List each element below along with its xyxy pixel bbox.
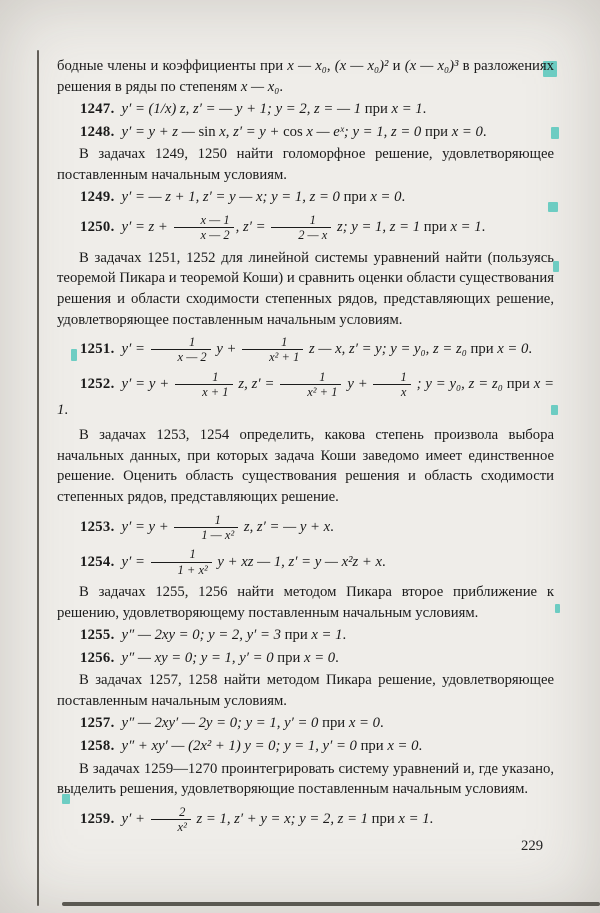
- math-run: x — x₀: [287, 58, 327, 74]
- text-run: бодные члены и коэффициенты при: [57, 58, 288, 74]
- text-run: .: [330, 518, 334, 535]
- problem-1252: [57, 370, 554, 420]
- fraction: [174, 513, 238, 543]
- problem-number: 1251.: [80, 341, 115, 358]
- text-run: .: [379, 715, 384, 732]
- paragraph-instructions-1251-1252: [57, 248, 554, 330]
- math-run: y′ =: [121, 553, 149, 570]
- problem-text: [122, 715, 384, 731]
- paragraph-continuation: [57, 56, 554, 97]
- math-run: y″ + xy′ — (2x² + 1) y = 0; y = 1, y′ = 0: [121, 738, 357, 755]
- text-run: при: [356, 738, 388, 755]
- problem-number: 1255.: [80, 627, 115, 644]
- math-run: y′ = — z + 1, z′ = y — x; y = 1, z = 0: [121, 189, 340, 206]
- problem-number: 1250.: [80, 219, 115, 236]
- problem-text: [122, 627, 347, 643]
- paragraph-instructions-1255-1256: [57, 582, 554, 623]
- text-run: при: [339, 189, 371, 206]
- problem-text: [122, 189, 406, 205]
- fraction: [151, 805, 191, 835]
- text-run: sin: [198, 123, 220, 140]
- math-run: y′ +: [121, 811, 149, 828]
- paragraph-instructions-1257-1258: [57, 670, 554, 711]
- math-run: x = 0: [348, 715, 380, 732]
- math-run: z — x, z′ = y; y = y₀, z = z₀: [305, 341, 467, 358]
- fraction-denominator: x — 2: [200, 228, 230, 243]
- fraction-numerator: 1: [242, 335, 303, 350]
- math-run: y + xz — 1, z′ = y — x²z + x: [213, 553, 383, 570]
- fraction-numerator: 1: [280, 370, 341, 385]
- text-run: В задачах 1255, 1256 найти методом Пикара второе приближение к решению, удовлетворяющему поставленным начальным условиям.: [57, 584, 554, 621]
- page-edge-line-left: [37, 50, 39, 906]
- fraction: [373, 370, 410, 400]
- problem-text: [121, 512, 334, 542]
- problem-text: [122, 650, 339, 666]
- fraction-denominator: 1 — x²: [201, 527, 235, 542]
- problem-text: [121, 804, 434, 835]
- math-run: x = 1: [398, 811, 430, 828]
- math-run: y′ = z +: [121, 219, 172, 236]
- problem-number: 1253.: [80, 518, 115, 535]
- text-run: при: [273, 649, 305, 666]
- fraction-numerator: 1: [373, 370, 410, 385]
- problem-text: [121, 213, 486, 243]
- fraction-denominator: 2 — x: [298, 228, 328, 243]
- text-run: В задачах 1251, 1252 для линейной системы уравнений найти (пользуясь теоремой Пикара и теоремой Коши) и сравнить оценки области существования решения и области сходимости степенных рядов, представляющих решение, удовлетворяющее поставленным начальным условиям.: [57, 249, 554, 328]
- page-edge-line-bottom: [62, 902, 600, 906]
- math-run: y +: [212, 341, 241, 358]
- problem-1247: [57, 99, 554, 120]
- math-run: x = 0: [304, 649, 336, 666]
- problem-1253: [57, 513, 554, 543]
- math-run: y″ — 2xy = 0; y = 2, y′ = 3: [121, 627, 281, 644]
- problem-text: [122, 124, 487, 140]
- math-run: x = 0: [497, 341, 529, 358]
- text-run: .: [382, 553, 386, 570]
- math-run: x = 1: [57, 376, 554, 418]
- math-run: x, z′ = y +: [219, 123, 284, 140]
- math-run: x = 0: [387, 738, 419, 755]
- math-run: y′ = y +: [121, 518, 173, 535]
- text-run: В задачах 1253, 1254 определить, какова степень произвола выбора начальных данных, при которых задача Коши заведомо имеет единственное решение. Оценить область существования решения и область сходимости степенных рядов, представляющих решение.: [57, 427, 554, 505]
- problem-text: [57, 369, 554, 418]
- math-run: y +: [343, 376, 372, 393]
- scan-artifact-teal: [555, 604, 560, 613]
- text-run: .: [418, 738, 423, 755]
- problem-text: [121, 335, 533, 365]
- math-run: (x — x₀)²: [334, 58, 389, 74]
- fraction-numerator: 1: [174, 513, 238, 528]
- problem-1256: [57, 648, 554, 669]
- text-run: и: [388, 58, 405, 74]
- text-run: .: [481, 219, 486, 236]
- text-run: ,: [326, 58, 335, 74]
- text-run: при: [421, 123, 452, 140]
- fraction: [280, 370, 341, 400]
- math-run: y′ = y +: [121, 376, 174, 393]
- math-run: z, z′ = — y + x: [240, 518, 331, 535]
- text-run: .: [429, 811, 434, 828]
- text-run: .: [528, 341, 533, 358]
- math-run: x — eˣ; y = 1, z = 0: [306, 123, 422, 140]
- problem-text: [121, 547, 386, 577]
- text-column: [57, 56, 554, 840]
- fraction: [151, 547, 212, 577]
- fraction: [242, 335, 303, 365]
- problem-1249: [57, 187, 554, 208]
- problem-1248: [57, 122, 554, 143]
- problem-number: 1247.: [80, 101, 115, 118]
- problem-number: 1252.: [80, 376, 115, 393]
- problem-1258: [57, 736, 554, 757]
- problem-1257: [57, 713, 554, 734]
- problem-number: 1259.: [80, 811, 115, 828]
- problem-text: [122, 101, 427, 117]
- fraction-denominator: x: [400, 385, 407, 400]
- text-run: .: [335, 649, 339, 666]
- fraction: [151, 335, 211, 365]
- page-number: 229: [521, 838, 544, 854]
- math-run: y″ — xy = 0; y = 1, y′ = 0: [121, 649, 274, 666]
- fraction-numerator: x — 1: [174, 213, 234, 228]
- fraction-numerator: 1: [151, 547, 212, 562]
- math-run: x = 0: [451, 123, 483, 140]
- fraction-denominator: x² + 1: [307, 385, 338, 400]
- problem-number: 1254.: [80, 553, 115, 570]
- fraction-denominator: x²: [177, 820, 187, 835]
- text-run: при: [420, 219, 451, 236]
- math-run: z; y = 1, z = 1: [333, 219, 421, 236]
- problem-1254: [57, 547, 554, 577]
- text-run: .: [401, 189, 406, 206]
- text-run: в разложениях решения в ряды по степеням: [57, 58, 555, 95]
- fraction-numerator: 2: [151, 805, 191, 820]
- fraction: [174, 213, 234, 243]
- problem-1255: [57, 625, 554, 646]
- problem-number: 1248.: [80, 123, 115, 140]
- text-run: В задачах 1259—1270 проинтегрировать систему уравнений и, где указано, выделить решения, удовлетворяющие поставленным начальным условиям.: [57, 760, 554, 798]
- math-run: x = 1: [450, 219, 482, 236]
- text-run: .: [279, 78, 284, 95]
- problem-number: 1249.: [80, 189, 115, 206]
- fraction-numerator: 1: [151, 335, 211, 350]
- fraction-numerator: 1: [271, 213, 331, 228]
- problem-number: 1256.: [80, 649, 115, 666]
- fraction-denominator: x² + 1: [269, 350, 300, 365]
- math-run: x — x₀: [240, 78, 280, 95]
- fraction-denominator: x — 2: [177, 350, 207, 365]
- fraction-denominator: x + 1: [202, 385, 229, 400]
- paragraph-instructions-1253-1254: [57, 425, 554, 507]
- math-run: y′ = (1/x) z, z′ = — y + 1; y = 2, z = — 1: [121, 101, 362, 118]
- text-run: при: [502, 376, 534, 393]
- text-run: .: [64, 401, 69, 418]
- math-run: (x — x₀)³: [404, 58, 459, 74]
- problem-number: 1257.: [80, 715, 115, 732]
- fraction: [271, 213, 331, 243]
- text-run: при: [466, 341, 498, 358]
- problem-1259: [57, 805, 554, 835]
- math-run: x = 1: [311, 627, 343, 644]
- text-run: при: [318, 715, 349, 732]
- text-run: при: [280, 627, 312, 644]
- math-run: z, z′ =: [234, 376, 279, 393]
- text-run: .: [482, 123, 487, 140]
- text-run: cos: [283, 123, 307, 140]
- text-run: В задачах 1257, 1258 найти методом Пикара решение, удовлетворяющее поставленным начальным условиям.: [57, 672, 554, 709]
- text-run: .: [422, 101, 427, 118]
- fraction-numerator: 1: [175, 370, 232, 385]
- fraction-denominator: 1 + x²: [177, 562, 208, 577]
- math-run: ; y = y₀, z = z₀: [412, 376, 503, 393]
- problem-number: 1258.: [80, 738, 115, 755]
- math-run: z = 1, z′ + y = x; y = 2, z = 1: [192, 811, 368, 828]
- text-run: .: [342, 627, 347, 644]
- fraction: [175, 370, 232, 400]
- math-run: x = 0: [370, 189, 402, 206]
- text-run: при: [368, 811, 399, 828]
- problem-text: [122, 738, 423, 754]
- problem-1250: [57, 213, 554, 243]
- math-run: x = 1: [391, 101, 423, 118]
- problem-1251: [57, 335, 554, 365]
- math-run: y″ — 2xy′ — 2y = 0; y = 1, y′ = 0: [121, 715, 319, 732]
- math-run: y′ = y + z —: [121, 123, 199, 140]
- text-run: В задачах 1249, 1250 найти голоморфное решение, удовлетворяющее поставленным начальным условиям.: [57, 146, 554, 183]
- paragraph-instructions-1249-1250: [57, 144, 554, 185]
- paragraph-instructions-1259-1270: [57, 759, 554, 800]
- math-run: y′ =: [121, 341, 149, 358]
- text-run: при: [361, 101, 392, 118]
- math-run: , z′ =: [235, 219, 270, 236]
